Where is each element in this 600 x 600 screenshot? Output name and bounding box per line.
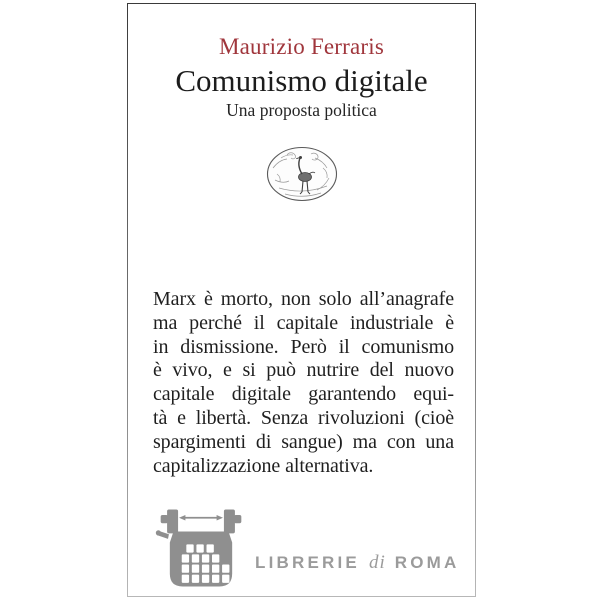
book-subtitle: Una proposta politica: [226, 100, 377, 120]
bookstore-brand: [255, 552, 459, 574]
brand-librerie: LIBRERIE: [255, 553, 360, 572]
book-cover: [127, 3, 476, 597]
book-title: Comunismo digitale: [175, 63, 428, 98]
back-cover-blurb: [153, 288, 454, 478]
blurb-line: ma perché il capitale industriale è: [153, 311, 454, 334]
blurb-line: tà e libertà. Senza rivoluzioni (cioè: [153, 406, 454, 429]
blurb-line: capitalizzazione alternativa.: [153, 454, 374, 477]
brand-roma: ROMA: [394, 553, 460, 572]
publisher-emblem-icon: [128, 146, 475, 204]
blurb-line: Marx è morto, non solo all’anagrafe: [153, 288, 454, 310]
typewriter-icon: [155, 504, 247, 597]
brand-di: di: [368, 552, 386, 573]
blurb-line: è vivo, e si può nutrire del nuovo: [153, 359, 454, 382]
blurb-line: capitale digitale garantendo equi-: [153, 383, 454, 406]
author-name: Maurizio Ferraris: [219, 34, 384, 59]
blurb-line: in dismissione. Però il comunismo: [153, 335, 454, 358]
blurb-line: spargimenti di sangue) ma con una: [153, 430, 454, 453]
